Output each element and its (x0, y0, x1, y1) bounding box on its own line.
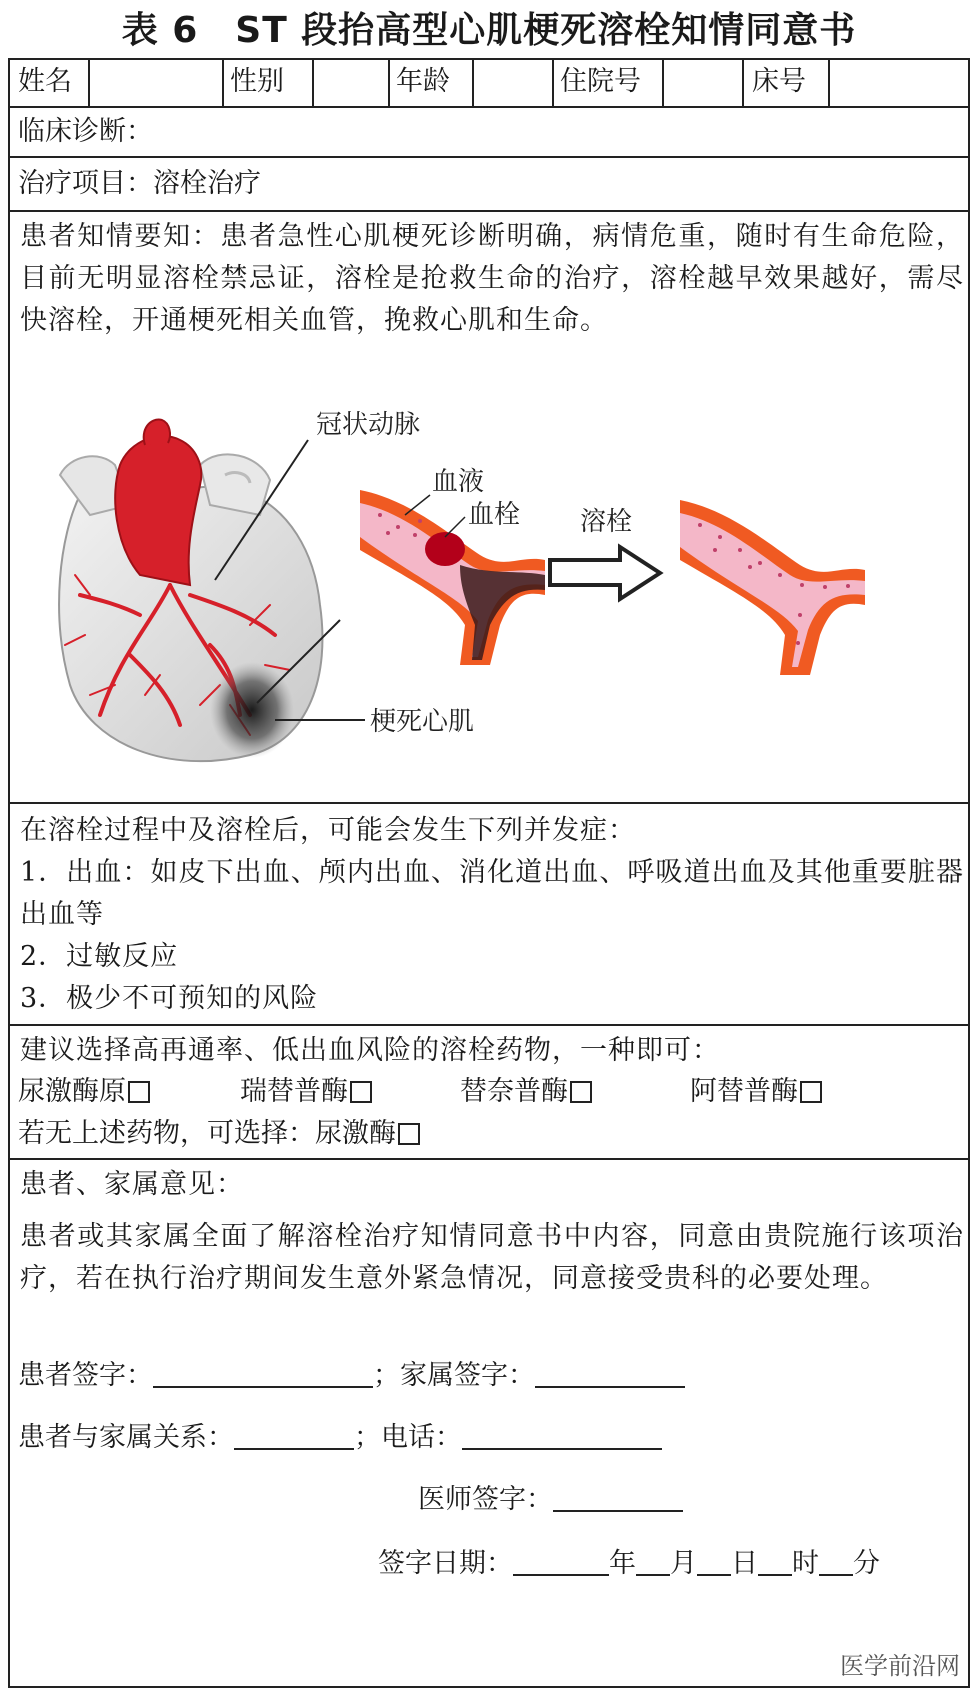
divider (742, 60, 744, 106)
drug-checkbox[interactable] (800, 1081, 822, 1103)
signature-date-row: 签字日期： 年 月 日 时 分 (378, 1548, 880, 1579)
thrombolysis-illustration (20, 385, 960, 805)
drug-checkbox[interactable] (128, 1081, 150, 1103)
name-label: 姓名 (18, 66, 72, 97)
diagnosis-field[interactable] (160, 108, 960, 152)
diagnosis-label: 临床诊断： (18, 116, 153, 147)
divider (10, 1158, 968, 1160)
thrombolysis-label: 溶栓 (580, 507, 633, 537)
complication-item: 3．极少不可预知的风险 (20, 983, 319, 1014)
complication-item: 1．出血：如皮下出血、颅内出血、消化道出血、呼吸道出血及其他重要脏器出血等 (20, 857, 964, 930)
drug-checkbox[interactable] (350, 1081, 372, 1103)
watermark: 医学前沿网 (836, 1646, 964, 1681)
age-field[interactable] (474, 60, 552, 106)
year-field[interactable] (513, 1546, 609, 1576)
thrombus-icon (425, 532, 465, 566)
divider (10, 1024, 968, 1026)
arrow-right-icon (550, 547, 660, 599)
opinion-label: 患者、家属意见： (20, 1169, 244, 1200)
divider (10, 156, 968, 158)
admission-number-label: 住院号 (560, 66, 641, 97)
blood-label: 血液 (432, 467, 485, 497)
patient-notice: 患者知情要知：患者急性心肌梗死诊断明确，病情危重，随时有生命危险，目前无明显溶栓禁忌证，溶栓是抢救生命的治疗，溶栓越早效果越好，需尽快溶栓，开通梗死相关血管，挽救心肌和生命。 (20, 221, 964, 336)
divider (388, 60, 390, 106)
thrombus-label: 血栓 (468, 500, 521, 530)
month-field[interactable] (636, 1546, 670, 1576)
phone-field[interactable] (462, 1420, 662, 1450)
drug-option[interactable]: 替奈普酶 (460, 1072, 592, 1112)
family-signature-field[interactable] (535, 1358, 685, 1388)
infarct-myocardium-label: 梗死心肌 (370, 707, 475, 737)
relation-field[interactable] (234, 1420, 354, 1450)
divider (552, 60, 554, 106)
opinion-text: 患者或其家属全面了解溶栓治疗知情同意书中内容，同意由贵院施行该项治疗，若在执行治疗期间发生意外紧急情况，同意接受贵科的必要处理。 (20, 1221, 964, 1294)
complications-intro: 在溶栓过程中及溶栓后，可能会发生下列并发症： (20, 815, 636, 846)
admission-number-field[interactable] (664, 60, 742, 106)
gender-label: 性别 (230, 66, 284, 97)
drug-checkbox[interactable] (398, 1123, 420, 1145)
drug-option[interactable]: 阿替普酶 (690, 1072, 822, 1112)
alt-drug-option[interactable]: 若无上述药物，可选择：尿激酶 (18, 1114, 420, 1154)
cleared-vessel-icon (680, 500, 865, 675)
doctor-signature-field[interactable] (553, 1482, 683, 1512)
patient-signature-row: 患者签字： ；家属签字： (18, 1356, 685, 1396)
divider (10, 210, 968, 212)
day-field[interactable] (697, 1546, 731, 1576)
leader-line (445, 517, 465, 537)
name-field[interactable] (90, 60, 222, 106)
divider (222, 60, 224, 106)
treatment-item: 治疗项目：溶栓治疗 (18, 168, 261, 199)
age-label: 年龄 (396, 66, 450, 97)
relation-row: 患者与家属关系： ；电话： (18, 1418, 662, 1458)
drug-checkbox[interactable] (570, 1081, 592, 1103)
page-title: 表 6 ST 段抬高型心肌梗死溶栓知情同意书 (121, 10, 857, 51)
coronary-artery-label: 冠状动脉 (316, 410, 421, 440)
leader-line (405, 495, 430, 515)
hour-field[interactable] (758, 1546, 792, 1576)
consent-form (8, 58, 970, 1688)
divider (10, 802, 968, 804)
bed-number-label: 床号 (752, 66, 806, 97)
gender-field[interactable] (314, 60, 388, 106)
complication-item: 2．过敏反应 (20, 941, 179, 972)
heart-icon (59, 420, 322, 762)
minute-field[interactable] (819, 1546, 853, 1576)
patient-signature-field[interactable] (153, 1358, 373, 1388)
bed-number-field[interactable] (830, 60, 968, 106)
drug-option[interactable]: 尿激酶原 (18, 1072, 150, 1112)
doctor-signature-row: 医师签字： (418, 1480, 683, 1520)
drug-option[interactable]: 瑞替普酶 (240, 1072, 372, 1112)
drug-intro: 建议选择高再通率、低出血风险的溶栓药物，一种即可： (20, 1035, 720, 1066)
